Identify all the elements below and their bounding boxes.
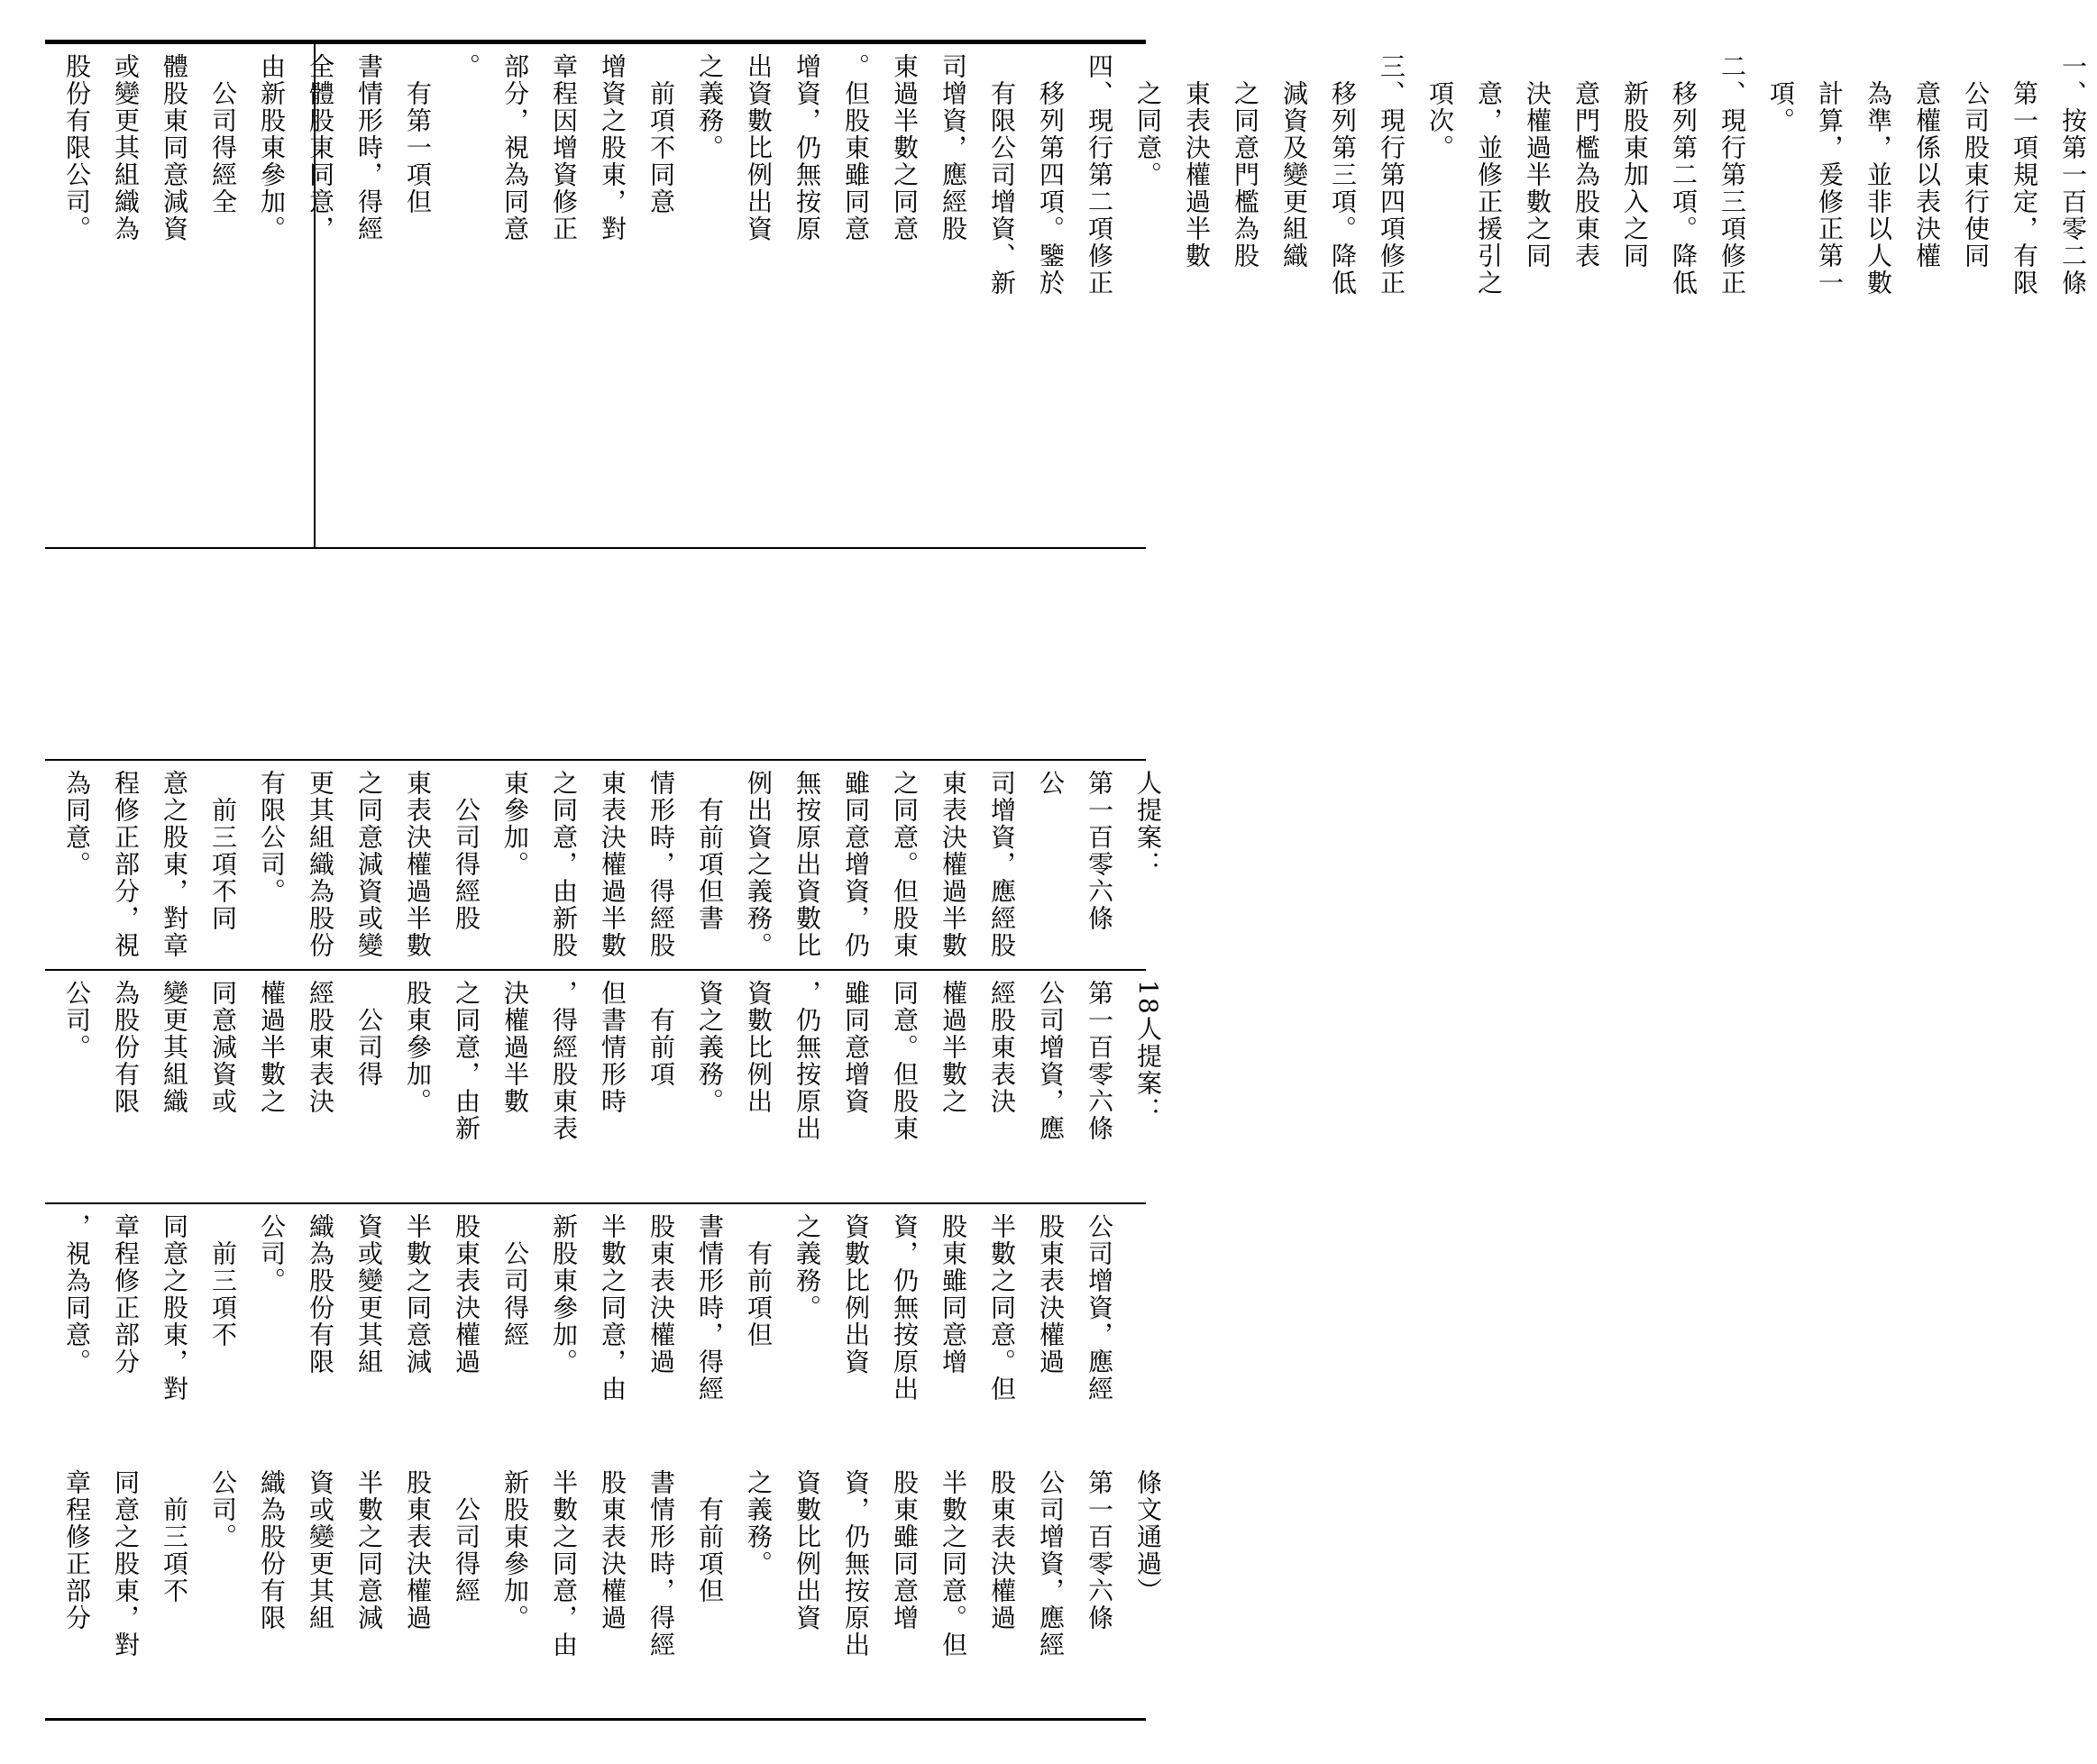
text-line: 半數之同意。但 [939, 1469, 968, 1659]
text-line: 意門檻為股東表 [1571, 53, 1601, 270]
text-line: 之同意門檻為股 [1231, 53, 1260, 270]
text-line: 之義務。 [695, 53, 725, 161]
text-line: 之同意。 [1133, 53, 1163, 188]
text-line: 變更其組織 [160, 980, 189, 1115]
text-line: 資，仍無按原出 [841, 1469, 871, 1659]
text-line: 經股東表決 [987, 980, 1017, 1115]
text-line: 全體股東同意， [306, 53, 335, 242]
text-line: 前三項不 [208, 1213, 238, 1348]
text-line: 減資及變更組織 [1279, 53, 1309, 270]
text-line: 前三項不同 [208, 770, 238, 932]
text-line: 同意之股東，對 [111, 1469, 141, 1659]
text-line: 書情形時，得經 [695, 1213, 725, 1403]
text-line: 決權過半數之同 [1523, 53, 1552, 270]
text-line: 東表決權過半數 [403, 770, 433, 959]
table-band-4 [45, 759, 1163, 969]
text-line: 股份有限公司。 [62, 53, 92, 242]
text-line: 權過半數之 [257, 980, 287, 1115]
text-line: 公司得經股 [452, 770, 481, 932]
text-line: 章程修正部分 [62, 1469, 92, 1631]
text-line: 章程修正部分 [111, 1213, 141, 1376]
text-line: 東表決權過半數 [1182, 53, 1212, 270]
text-line: 之同意，由新 [452, 980, 481, 1142]
text-line: 雖同意增資 [841, 980, 871, 1115]
text-line: 股東雖同意增 [890, 1469, 920, 1631]
text-line: 雖同意增資，仍 [841, 770, 871, 959]
text-line: 股東表決權過 [1036, 1213, 1066, 1376]
text-line: 有前項但 [744, 1213, 774, 1348]
text-line: 但書情形時 [598, 980, 627, 1115]
text-line: 意權係以表決權 [1912, 53, 1942, 270]
text-line: 新股東參加。 [500, 1469, 530, 1631]
text-line: 股東表決權過 [403, 1469, 433, 1631]
text-line: 程修正部分，視 [111, 770, 141, 959]
text-line: 之同意，由新股 [549, 770, 579, 959]
text-line: 股東表決權過 [452, 1213, 481, 1376]
text-line: 之同意減資或變 [354, 770, 384, 959]
text-line: 股東表決權過 [598, 1469, 627, 1631]
band-text-4 [52, 770, 1172, 960]
text-line: 人提案： [1133, 770, 1163, 878]
text-line: 資之義務。 [695, 980, 725, 1115]
text-line: 司增資，應經股 [987, 770, 1017, 959]
text-line: 公司。 [257, 1213, 287, 1294]
text-line: 決權過半數 [500, 980, 530, 1115]
text-line: 之義務。 [792, 1213, 822, 1321]
text-line: 移列第四項。鑒於 [1036, 53, 1066, 297]
text-line: 東參加。 [500, 770, 530, 878]
text-line: 書情形時，得經 [354, 53, 384, 242]
text-line: 公司得經 [500, 1213, 530, 1348]
text-line: 前三項不 [160, 1469, 189, 1604]
text-line: 新股東參加。 [549, 1213, 579, 1376]
text-line: 為股份有限 [111, 980, 141, 1115]
text-line: 之同意。但股東 [890, 770, 920, 959]
band-text-6 [52, 53, 2097, 538]
text-line: 書情形時，得經 [646, 1469, 676, 1659]
text-line: 同意減資或 [208, 980, 238, 1115]
text-line: 經股東表決 [306, 980, 335, 1115]
text-line: 半數之同意，由 [549, 1469, 579, 1659]
text-line: 有第一項但 [403, 53, 433, 215]
text-line: ，得經股東表 [549, 980, 579, 1142]
table-band-3 [45, 969, 1163, 1202]
text-line: 出資數比例出資 [744, 53, 774, 242]
text-line: 有限公司增資、新 [987, 53, 1017, 297]
text-line: 前項不同意 [646, 53, 676, 215]
text-line: 二、現行第三項修正 [1717, 53, 1747, 297]
table-band-5 [45, 547, 1146, 759]
text-line: 移列第二項。降低 [1669, 53, 1699, 297]
text-line: 東過半數之同意 [890, 53, 920, 242]
text-line: 織為股份有限 [257, 1469, 287, 1631]
text-line: 之義務。 [744, 1469, 774, 1577]
table-band-2 [45, 1202, 1146, 1460]
text-line: 公司。 [208, 1469, 238, 1550]
text-line: 資數比例出資 [792, 1469, 822, 1631]
text-line: 體股東同意減資 [160, 53, 189, 242]
text-line: 項。 [1766, 53, 1796, 134]
text-line: 資，仍無按原出 [890, 1213, 920, 1403]
text-line: 東表決權過半數 [939, 770, 968, 959]
band-text-1 [52, 1469, 1172, 1709]
text-line: 。 [452, 53, 481, 80]
text-line: 由新股東參加。 [257, 53, 287, 242]
text-line: 例出資之義務。 [744, 770, 774, 959]
text-line: 半數之同意。但 [987, 1213, 1017, 1403]
text-line: 計算，爰修正第一 [1815, 53, 1845, 297]
text-line: 公司增資，應經 [1085, 1213, 1114, 1403]
text-line: 資數比例出 [744, 980, 774, 1115]
text-line: 有前項但書 [695, 770, 725, 932]
text-line: 資或變更其組 [354, 1213, 384, 1376]
text-line: 股東表決權過 [987, 1469, 1017, 1631]
text-line: 無按原出資數比 [792, 770, 822, 959]
text-line: 意之股東，對章 [160, 770, 189, 959]
text-line: 有前項但 [695, 1469, 725, 1604]
text-line: 半數之同意，由 [598, 1213, 627, 1403]
text-line: 第一百零六條 [1085, 980, 1114, 1142]
text-line: 半數之同意減 [403, 1213, 433, 1376]
text-line: 有限公司。 [257, 770, 287, 905]
text-line: 移列第三項。降低 [1328, 53, 1358, 297]
band-text-2 [52, 1213, 1123, 1451]
text-line: 有前項 [646, 980, 676, 1088]
text-line: 公司股東行使同 [1961, 53, 1991, 270]
text-line: 司增資，應經股 [939, 53, 968, 242]
text-line: 增資之股東，對 [598, 53, 627, 242]
text-line: 半數之同意減 [354, 1469, 384, 1631]
text-line: ，視為同意。 [62, 1213, 92, 1376]
text-line: 新股東加入之同 [1620, 53, 1650, 270]
text-line: 第一百零六條 [1085, 1469, 1114, 1631]
text-line: 第一百零六條 公 [1036, 770, 1114, 959]
table-band-1 [45, 1460, 1163, 1718]
text-line: 公司得經全 [208, 53, 238, 215]
text-line: 公司得經 [452, 1469, 481, 1604]
text-line: 章程因增資修正 [549, 53, 579, 242]
text-line: 或變更其組織為 [111, 53, 141, 242]
text-line: 增資，仍無按原 [792, 53, 822, 242]
text-line: 股東表決權過 [646, 1213, 676, 1376]
text-line: ，仍無按原出 [792, 980, 822, 1142]
text-line: 公司得 [354, 980, 384, 1088]
text-line: 情形時，得經股 [646, 770, 676, 959]
text-line: 。但股東雖同意 [841, 53, 871, 242]
text-line: 公司增資，應經 [1036, 1469, 1066, 1659]
text-line: 股東參加。 [403, 980, 433, 1115]
text-line: 為準，並非以人數 [1863, 53, 1893, 297]
text-line: 同意。但股東 [890, 980, 920, 1142]
bottom-rule [45, 1718, 1146, 1721]
text-line: 為同意。 [62, 770, 92, 878]
text-line: 權過半數之 [939, 980, 968, 1115]
text-line: 三、現行第四項修正 [1377, 53, 1406, 297]
band-text-3 [52, 980, 1172, 1193]
text-line: 一、按第一百零二條 [2058, 53, 2088, 297]
text-line: 公司增資，應 [1036, 980, 1066, 1142]
text-line: 條文通過） [1133, 1469, 1163, 1604]
text-line: 公司。 [62, 980, 92, 1061]
table-band-6 [45, 42, 2088, 547]
text-line: 部分，視為同意 [500, 53, 530, 242]
text-line: 資數比例出資 [841, 1213, 871, 1376]
text-line: 四、現行第二項修正 [1085, 53, 1114, 297]
text-line: 同意之股東，對 [160, 1213, 189, 1403]
text-line: 18人提案： [1133, 980, 1163, 1124]
text-line: 資或變更其組 [306, 1469, 335, 1631]
law-amendment-table [45, 42, 2088, 1718]
text-line: 織為股份有限 [306, 1213, 335, 1376]
text-line: 第一項規定，有限 [2010, 53, 2039, 297]
text-line: 股東雖同意增 [939, 1213, 968, 1376]
text-line: 意，並修正援引之 [1474, 53, 1504, 297]
text-line: 項次。 [1425, 53, 1455, 161]
text-line: 東表決權過半數 [598, 770, 627, 959]
text-line: 更其組織為股份 [306, 770, 335, 959]
